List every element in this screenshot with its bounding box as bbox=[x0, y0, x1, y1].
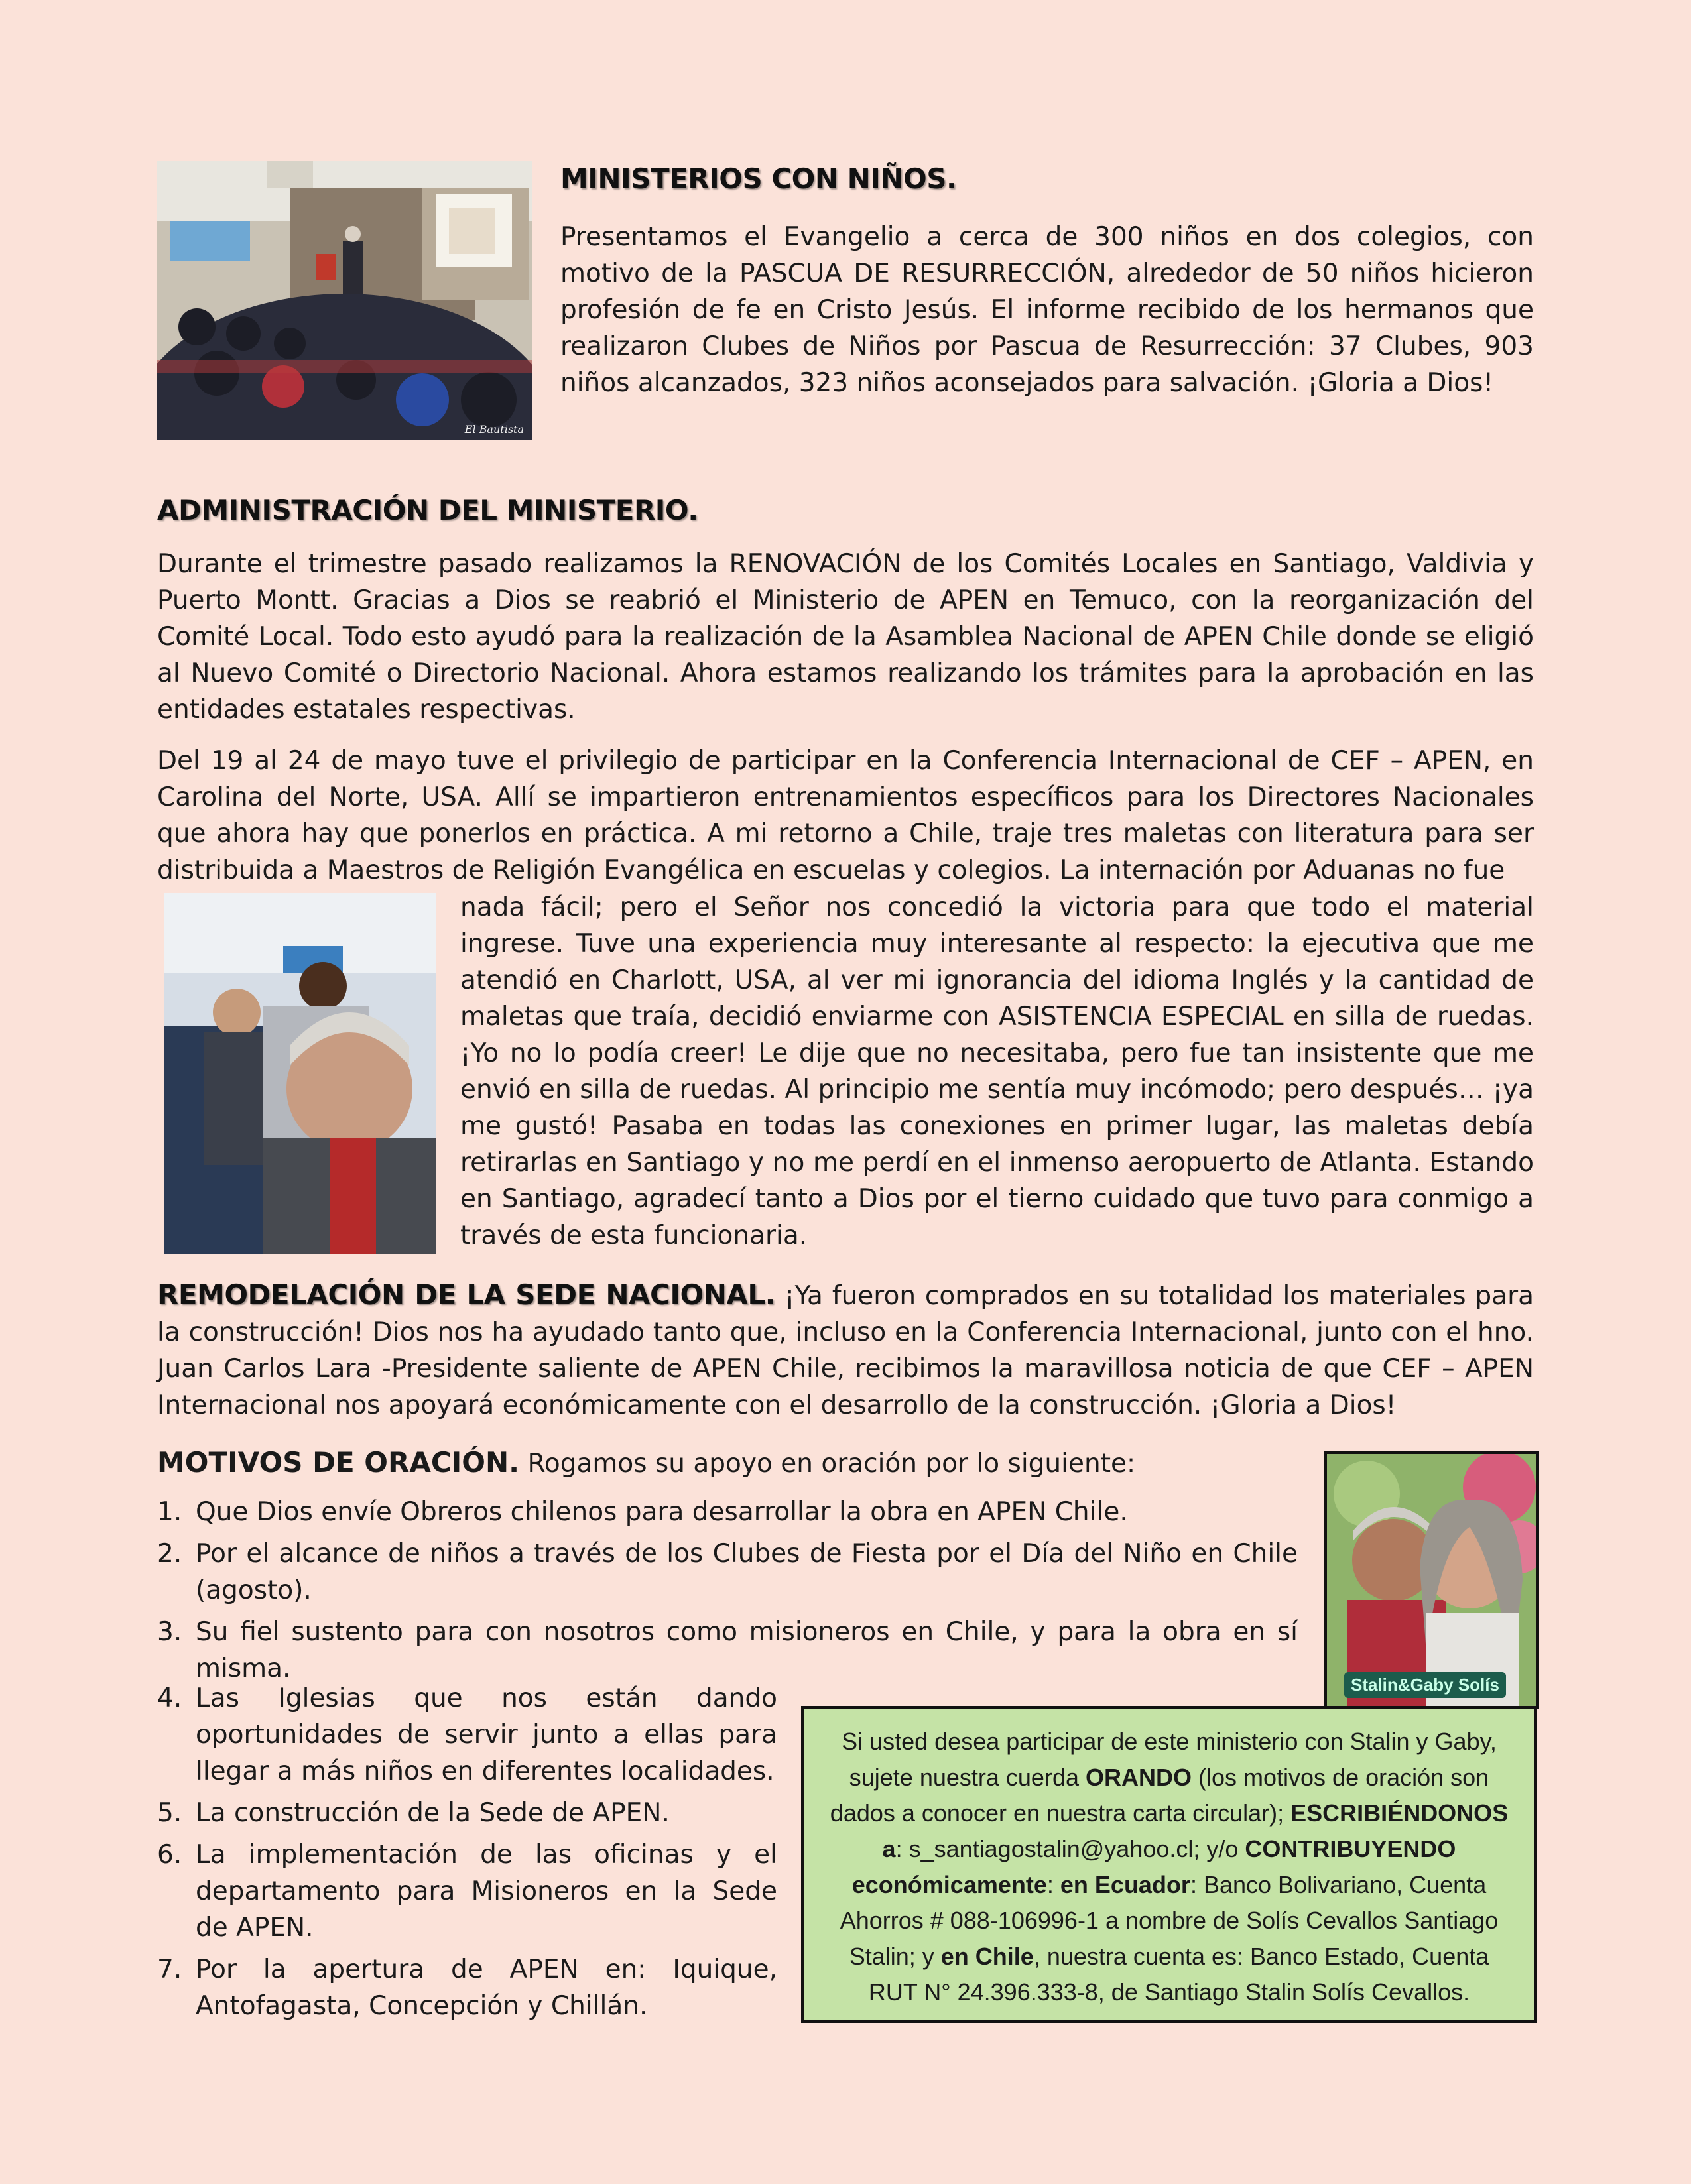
prayer-list-continued bbox=[157, 1680, 777, 2030]
support-text: (los motivos de oración son dados a conocer en nuestra carta circular); bbox=[830, 1764, 1489, 1827]
section-body-administracion-2: Del 19 al 24 de mayo tuve el privilegio de participar en la Conferencia Internacional de CEF – APEN, en Carolina del Norte, USA. Allí se impartieron entrenamientos específicos para los Directores Nacionales que ahora hay que ponerlos en práctica. A mi retorno a Chile, traje tres maletas con literatura para ser distribuida a Maestros de Religión Evangélica en escuelas y colegios. La internación por Aduanas no fue bbox=[157, 746, 1534, 885]
section-heading-administracion: ADMINISTRACIÓN DEL MINISTERIO. bbox=[157, 494, 698, 526]
support-text: : bbox=[1046, 1871, 1060, 1898]
support-text: Si usted desea participar de este ministerio con Stalin y Gaby, sujete nuestra cuerda bbox=[842, 1728, 1497, 1791]
prayer-intro-text: Rogamos su apoyo en oración por lo siguiente: bbox=[519, 1449, 1136, 1479]
list-item: 5. La construcción de la Sede de APEN. bbox=[157, 1798, 670, 1828]
support-bold-escribiendonos: ESCRIBIÉNDONOS a bbox=[882, 1799, 1509, 1862]
prayer-intro bbox=[157, 1444, 1135, 1482]
support-text: : Banco Bolivariano, Cuenta Ahorros # 088-106996-1 a nombre de Solís Cevallos Santiago Stalin; y bbox=[840, 1871, 1499, 1970]
airport-selfie-photo bbox=[164, 893, 436, 1254]
prayer-list bbox=[157, 1494, 1298, 1692]
section-body-remodelacion: ¡Ya fueron comprados en su totalidad los materiales para la construcción! Dios nos ha ayudado tanto que, incluso en la Conferencia Internacional, junto con el hno. Juan Carlos Lara -Presidente saliente de APEN Chile, recibimos la maravillosa noticia de que CEF – APEN Internacional nos apoyará económicamente con el desarrollo de la construcción. ¡Gloria a Dios! bbox=[157, 1281, 1534, 1420]
list-item: 3. Su fiel sustento para con nosotros como misioneros en Chile, y para la obra en sí misma. bbox=[157, 1617, 1298, 1683]
support-text: , nuestra cuenta es: Banco Estado, Cuenta RUT N° 24.396.333-8, de Santiago Stalin Solís Cevallos. bbox=[868, 1943, 1489, 2006]
section-heading-ministerios: MINISTERIOS CON NIÑOS. bbox=[560, 162, 957, 195]
classroom-photo bbox=[157, 161, 532, 440]
list-item: 1. Que Dios envíe Obreros chilenos para desarrollar la obra en APEN Chile. bbox=[157, 1497, 1128, 1527]
section-body-administracion-side: nada fácil; pero el Señor nos concedió la victoria para que todo el material ingrese. Tuve una experiencia muy interesante al respecto: la ejecutiva que me atendió en Charlott, USA, al ver mi ignorancia del idioma Inglés y la cantidad de maletas que traía, decidió enviarme con ASISTENCIA ESPECIAL en silla de ruedas. ¡Yo no lo podía creer! Le dije que no necesitaba, pero fue tan insistente que me envió en silla de ruedas. Al principio me sentía muy incómodo; pero después… ¡ya me gustó! Pasaba en todas las conexiones en primer lugar, las maletas debía retirarlas en Santiago y no me perdí en el inmenso aeropuerto de Atlanta. Estando en Santiago, agradecí tanto a Dios por el tierno cuidado que tuvo para conmigo a través de esta funcionaria. bbox=[460, 892, 1534, 1250]
list-item: 6. La implementación de las oficinas y el departamento para Misioneros en la Sede de APEN. bbox=[157, 1840, 777, 1943]
section-body-administracion-1: Durante el trimestre pasado realizamos la RENOVACIÓN de los Comités Locales en Santiago, Valdivia y Puerto Montt. Gracias a Dios se reabrió el Ministerio de APEN en Temuco, con la reorganización del Comité Local. Todo esto ayudó para la realización de la Asamblea Nacional de APEN Chile donde se eligió al Nuevo Comité o Directorio Nacional. Ahora estamos realizando los trámites para la aprobación en las entidades estatales respectivas. bbox=[157, 549, 1534, 725]
list-item: 4. Las Iglesias que nos están dando oportunidades de servir junto a ellas para llegar a más niños en diferentes localidades. bbox=[157, 1683, 777, 1786]
section-heading-oracion: MOTIVOS DE ORACIÓN. bbox=[157, 1446, 520, 1479]
section-remodelacion bbox=[157, 1276, 1534, 1424]
support-bold-orando: ORANDO bbox=[1086, 1764, 1192, 1791]
photo-badge: Stalin&Gaby Solís bbox=[1344, 1672, 1506, 1698]
list-item: 7. Por la apertura de APEN en: Iquique, Antofagasta, Concepción y Chillán. bbox=[157, 1955, 777, 2021]
section-body-ministerios: Presentamos el Evangelio a cerca de 300 niños en dos colegios, con motivo de la PASCUA DE RESURRECCIÓN, alrededor de 50 niños hicieron profesión de fe en Cristo Jesús. El informe recibido de los hermanos que realizaron Clubes de Niños por Pascua de Resurrección: 37 Clubes, 903 niños alcanzados, 323 niños aconsejados para salvación. ¡Gloria a Dios! bbox=[560, 222, 1534, 398]
support-email-text: : s_santiagostalin@yahoo.cl; y/o bbox=[895, 1835, 1245, 1862]
support-bold-ecuador: en Ecuador bbox=[1060, 1871, 1190, 1898]
support-bold-contribuyendo: CONTRIBUYENDO económicamente bbox=[851, 1835, 1456, 1898]
list-item: 2. Por el alcance de niños a través de los Clubes de Fiesta por el Día del Niño en Chile (agosto). bbox=[157, 1539, 1298, 1605]
support-info-box bbox=[801, 1706, 1537, 2023]
section-heading-remodelacion: REMODELACIÓN DE LA SEDE NACIONAL. bbox=[157, 1278, 776, 1311]
photo-caption: El Bautista bbox=[464, 423, 524, 436]
support-bold-chile: en Chile bbox=[940, 1943, 1034, 1970]
missionaries-photo bbox=[1324, 1451, 1539, 1709]
